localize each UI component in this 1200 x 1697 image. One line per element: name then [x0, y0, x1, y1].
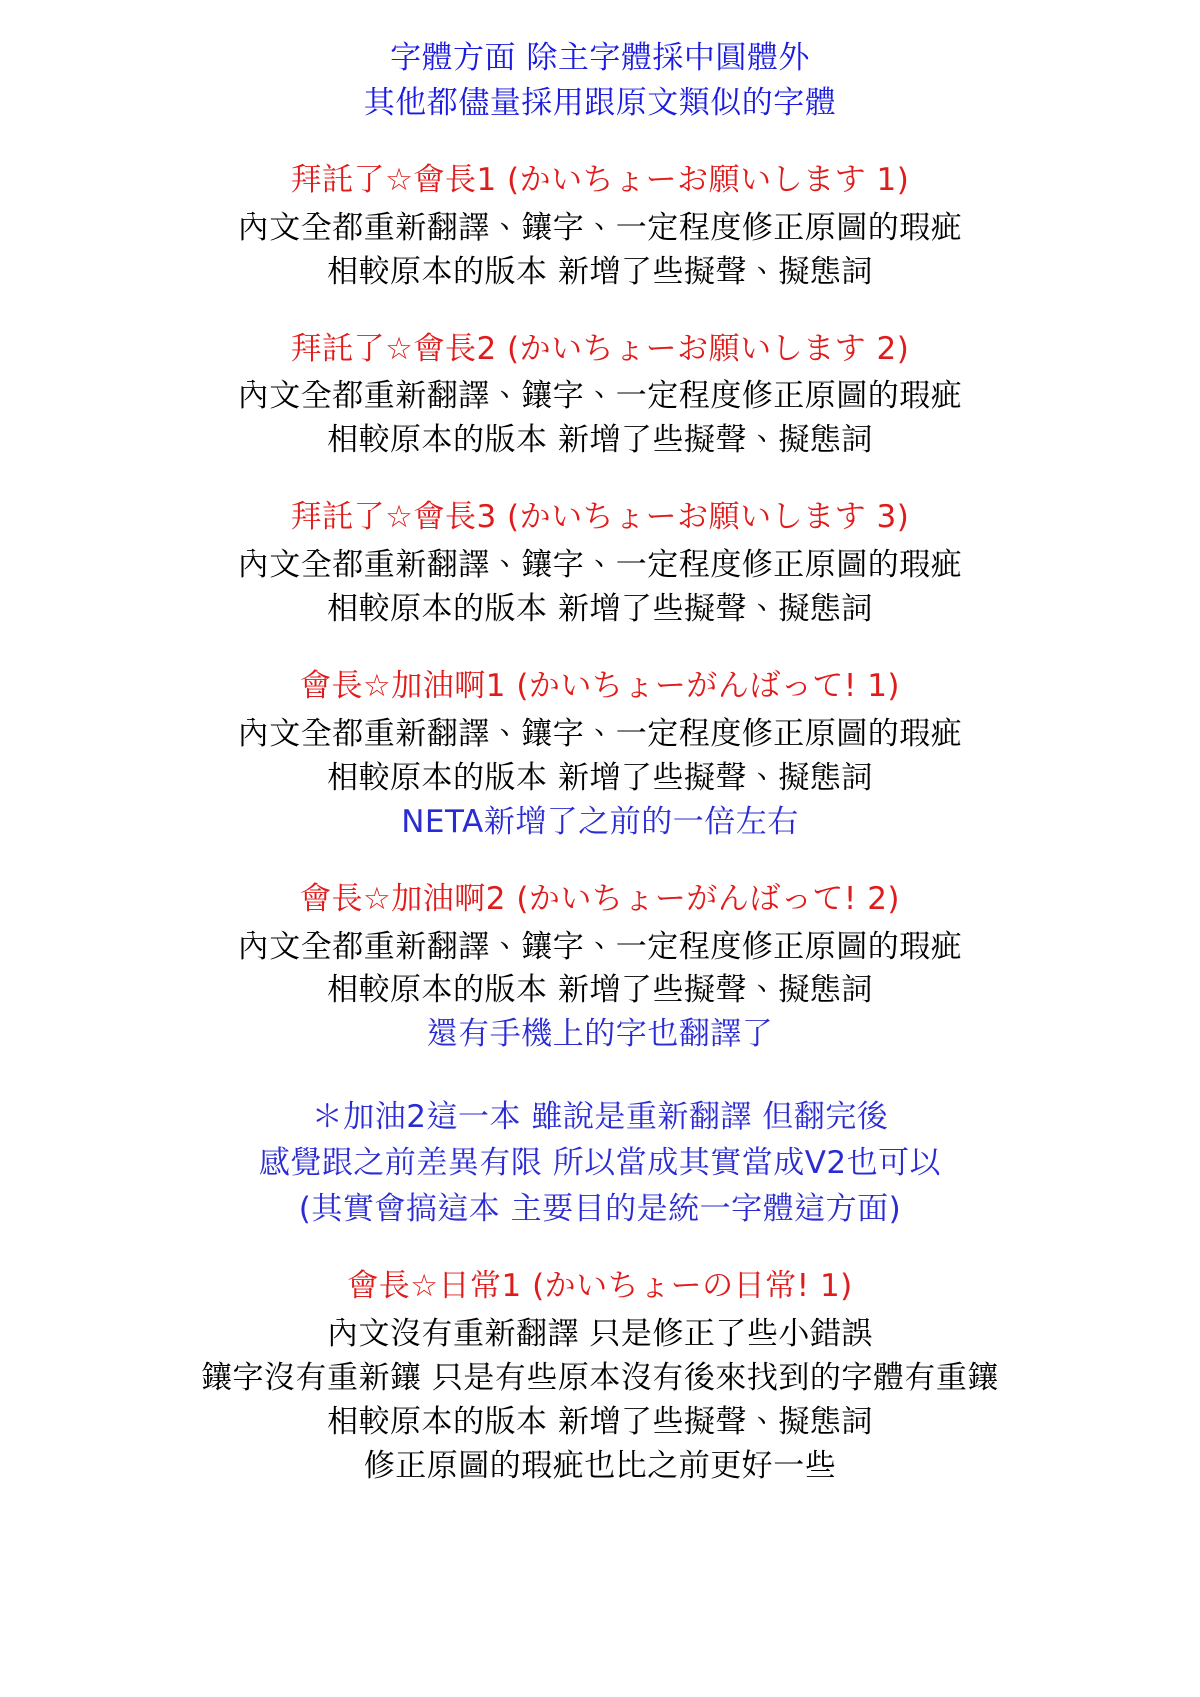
section-body-line: 相較原本的版本 新增了些擬聲、擬態詞 — [327, 759, 873, 796]
section-body-line: 相較原本的版本 新增了些擬聲、擬態詞 — [327, 591, 873, 628]
section-body-line: 內文全都重新翻譯、鑲字、一定程度修正原圖的瑕疵 — [237, 209, 963, 246]
section-body-line: 修正原圖的瑕疵也比之前更好一些 — [363, 1447, 837, 1484]
section-body-line: 內文全都重新翻譯、鑲字、一定程度修正原圖的瑕疵 — [237, 547, 963, 584]
section-note-line: NETA新增了之前的一倍左右 — [401, 803, 799, 840]
intro-line-2: 其他都儘量採用跟原文類似的字體 — [363, 84, 837, 121]
section-body-line: 相較原本的版本 新增了些擬聲、擬態詞 — [327, 972, 873, 1009]
section-body-line: 相較原本的版本 新增了些擬聲、擬態詞 — [327, 1403, 873, 1440]
standalone-note-line: ＊加油2這一本 雖說是重新翻譯 但翻完後 — [311, 1099, 889, 1136]
section-body-line: 內文全都重新翻譯、鑲字、一定程度修正原圖的瑕疵 — [237, 928, 963, 965]
section-body-line: 內文全都重新翻譯、鑲字、一定程度修正原圖的瑕疵 — [237, 715, 963, 752]
section-kaicho-ganbatte-1 — [60, 666, 1140, 843]
section-title: 會長☆加油啊2 (かいちょーがんばって! 2) — [299, 880, 901, 917]
section-kaicho-ganbatte-2 — [60, 879, 1140, 1056]
section-kaicho-onegai-3 — [60, 497, 1140, 630]
section-note-line: 還有手機上的字也翻譯了 — [426, 1016, 774, 1053]
section-title: 會長☆加油啊1 (かいちょーがんばって! 1) — [299, 667, 901, 704]
standalone-note-line: 感覺跟之前差異有限 所以當成其實當成V2也可以 — [258, 1145, 942, 1182]
intro-line-1: 字體方面 除主字體採中圓體外 — [390, 40, 810, 76]
section-kaicho-onegai-1 — [60, 160, 1140, 293]
section-title: 會長☆日常1 (かいちょーの日常! 1) — [347, 1267, 853, 1304]
section-kaicho-onegai-2 — [60, 329, 1140, 462]
section-body-line: 相較原本的版本 新增了些擬聲、擬態詞 — [327, 253, 873, 290]
section-body-line: 內文全都重新翻譯、鑲字、一定程度修正原圖的瑕疵 — [237, 378, 963, 415]
section-body-line: 鑲字沒有重新鑲 只是有些原本沒有後來找到的字體有重鑲 — [201, 1359, 999, 1396]
section-title: 拜託了☆會長3 (かいちょーお願いします 3) — [290, 499, 910, 536]
section-body-line: 內文沒有重新翻譯 只是修正了些小錯誤 — [327, 1315, 873, 1352]
standalone-note-line: (其實會搞這本 主要目的是統一字體這方面) — [298, 1191, 902, 1228]
section-title: 拜託了☆會長1 (かいちょーお願いします 1) — [290, 161, 910, 198]
section-kaicho-nichijou-1 — [60, 1266, 1140, 1487]
section-body-line: 相較原本的版本 新增了些擬聲、擬態詞 — [327, 422, 873, 459]
standalone-note-block — [60, 1097, 1140, 1230]
section-title: 拜託了☆會長2 (かいちょーお願いします 2) — [290, 330, 910, 367]
intro-block — [60, 38, 1140, 124]
